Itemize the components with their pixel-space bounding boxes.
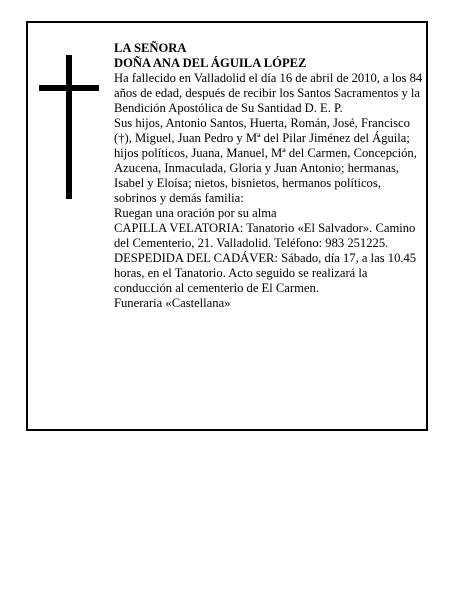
obituary-notice [26, 21, 428, 431]
chapel-info: CAPILLA VELATORIA: Tanatorio «El Salvador». Camino del Cementerio, 21. Valladolid. Teléfono: 983 251225. [114, 221, 416, 250]
notice-title-line-1: LA SEÑORA [114, 41, 187, 55]
deceased-name: DOÑA ANA DEL ÁGUILA LÓPEZ [114, 56, 307, 70]
farewell-info: DESPEDIDA DEL CADÁVER: Sábado, día 17, a las 10.45 horas, en el Tanatorio. Acto seguido se realizará la conducción al cementerio de El Carmen. [114, 251, 417, 295]
death-announcement: Ha fallecido en Valladolid el día 16 de abril de 2010, a los 84 años de edad, después de recibir los Santos Sacramentos y la Bendición Apostólica de Su Santidad D. E. P. [114, 71, 423, 115]
cross-horizontal-bar [39, 85, 99, 91]
prayer-request: Ruegan una oración por su alma [114, 206, 277, 220]
cross-vertical-bar [66, 55, 72, 199]
cross-icon [39, 55, 99, 199]
family-list: Sus hijos, Antonio Santos, Huerta, Román, José, Francisco (†), Miguel, Juan Pedro y Mª del Pilar Jiménez del Águila; hijos políticos, Juana, Manuel, Mª del Carmen, Concepción, Azucena, Inmaculada, Gloria y Juan Antonio; hermanas, Isabel y Eloísa; nietos, bisnietos, hermanos políticos, sobrinos y demás familia: [114, 116, 417, 205]
funeral-home: Funeraria «Castellana» [114, 296, 231, 310]
notice-text [114, 41, 426, 311]
